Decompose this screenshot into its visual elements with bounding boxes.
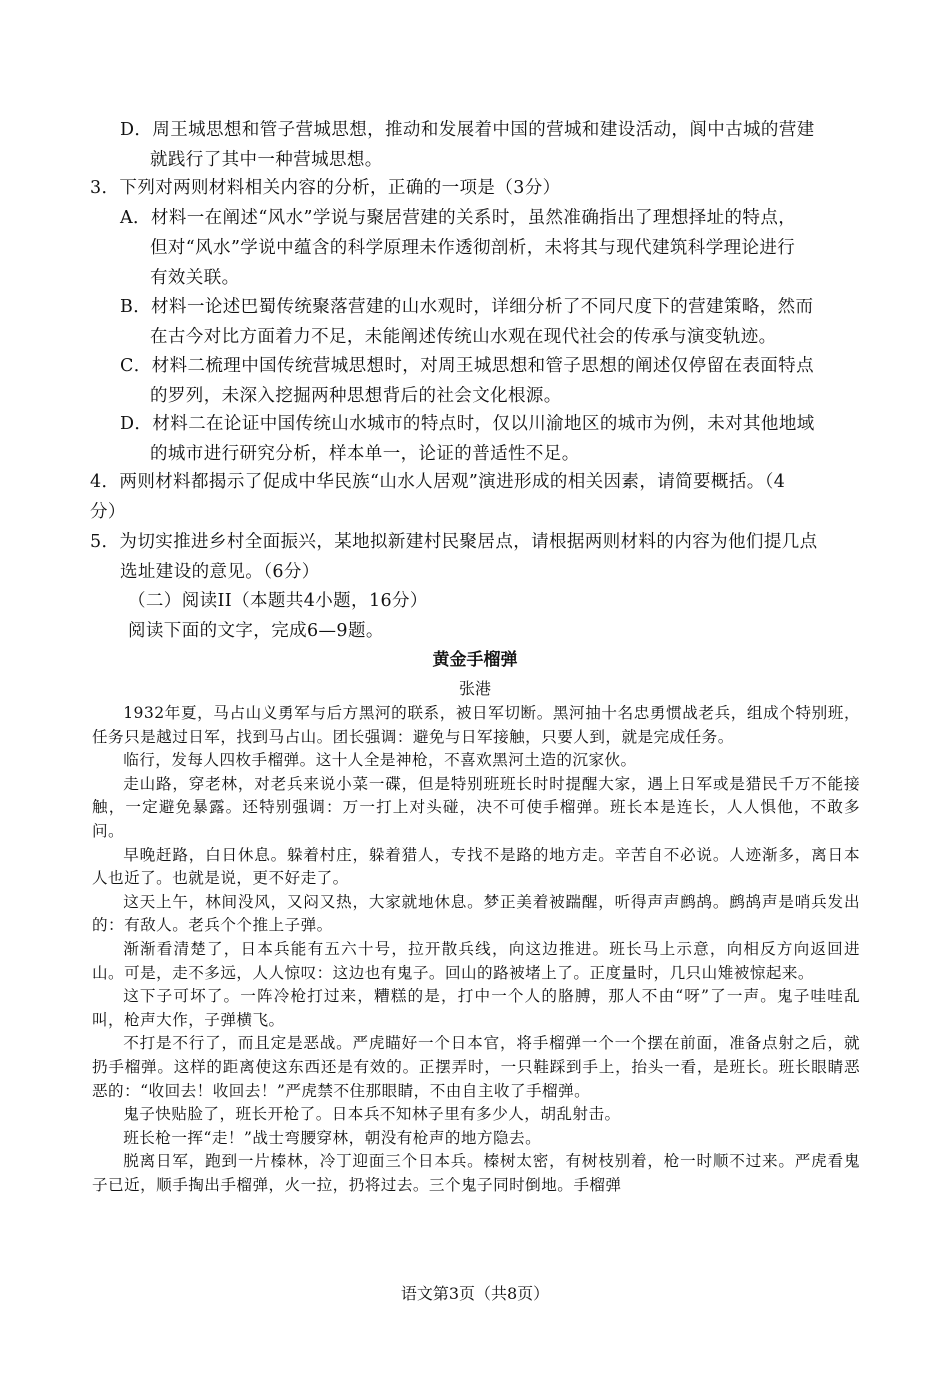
story-paragraph: 走山路，穿老林，对老兵来说小菜一碟，但是特别班班长时时提醒大家，遇上日军或是猎民千万不能接触，一定避免暴露。还特别强调：万一打上对头碰，决不可使手榴弹。班长本是连长，人人惧他，不敢多问。 [92, 774, 860, 840]
q3-option-a [120, 203, 860, 293]
q3-option-a-line2: 但对“风水”学说中蕴含的科学原理未作透彻剖析，未将其与现代建筑科学理论进行 [150, 238, 796, 258]
q4-line1: 4．两则材料都揭示了促成中华民族“山水人居观”演进形成的相关因素，请简要概括。（4 [90, 472, 786, 492]
story-body [92, 702, 860, 1197]
q3-option-a-line1: A．材料一在阐述“风水”学说与聚居营建的关系时，虽然准确指出了理想择址的特点， [120, 208, 797, 228]
section2-instruction: 阅读下面的文字，完成6—9题。 [128, 621, 384, 641]
q2-option-d-line2: 就践行了其中一种营城思想。 [150, 150, 383, 170]
story-paragraph: 1932年夏，马占山义勇军与后方黑河的联系，被日军切断。黑河抽十名忠勇惯战老兵，组成个特别班，任务只是越过日军，找到马占山。团长强调：避免与日军接触，只要人到，就是完成任务。 [92, 704, 860, 746]
q3-option-d-line1: D．材料二在论证中国传统山水城市的特点时，仅以川渝地区的城市为例，未对其他地域 [120, 414, 815, 434]
story-paragraph: 班长枪一挥“走！”战士弯腰穿林，朝没有枪声的地方隐去。 [123, 1128, 542, 1147]
q3-stem: 3．下列对两则材料相关内容的分析，正确的一项是（3分） [90, 178, 561, 198]
story-paragraph: 临行，发每人四枚手榴弹。这十人全是神枪，不喜欢黑河土造的沉家伙。 [123, 751, 637, 770]
story-paragraph: 渐渐看清楚了，日本兵能有五六十号，拉开散兵线，向这边推进。班长马上示意，向相反方向返回进山。可是，走不多远，人人惊叹：这边也有鬼子。回山的路被堵上了。正度量时，几只山雉被惊起来。 [92, 939, 860, 982]
q3-option-b-line1: B．材料一论述巴蜀传统聚落营建的山水观时，详细分析了不同尺度下的营建策略，然而 [120, 297, 814, 317]
section2-heading: （二）阅读II（本题共4小题，16分） [128, 591, 428, 611]
story-paragraph: 这天上午，林间没风，又闷又热，大家就地休息。梦正美着被踹醒，听得声声鹧鸪。鹧鸪声是哨兵发出的：有敌人。老兵个个推上子弹。 [92, 892, 860, 935]
q3-option-c [120, 351, 860, 411]
q4 [90, 467, 860, 527]
story-paragraph: 这下子可坏了。一阵冷枪打过来，糟糕的是，打中一个人的胳膊，那人不由“呀”了一声。鬼子哇哇乱叫，枪声大作，子弹横飞。 [92, 987, 860, 1029]
q4-line2: 分） [90, 502, 126, 522]
story-paragraph: 早晚赶路，白日休息。躲着村庄，躲着猎人，专找不是路的地方走。辛苦自不必说。人迹渐多，离日本人也近了。也就是说，更不好走了。 [92, 845, 860, 888]
q5-line1: 5．为切实推进乡村全面振兴，某地拟新建村民聚居点，请根据两则材料的内容为他们提几点 [90, 532, 818, 552]
q2-option-d-line1: D．周王城思想和管子营城思想，推动和发展着中国的营城和建设活动，阆中古城的营建 [120, 120, 815, 140]
q5 [90, 527, 860, 587]
q3-option-d [120, 409, 860, 469]
q5-line2: 选址建设的意见。（6分） [120, 562, 320, 582]
q3-option-b [120, 292, 860, 352]
q3-option-a-line3: 有效关联。 [150, 268, 240, 288]
q3-option-c-line2: 的罗列，未深入挖掘两种思想背后的社会文化根源。 [150, 386, 562, 406]
page-footer: 语文第3页（共8页） [400, 1284, 550, 1303]
q3-option-c-line1: C．材料二梳理中国传统营城思想时，对周王城思想和管子思想的阐述仅停留在表面特点 [120, 356, 814, 376]
q3-option-b-line2: 在古今对比方面着力不足，未能阐述传统山水观在现代社会的传承与演变轨迹。 [150, 327, 777, 347]
story-title: 黄金手榴弹 [432, 650, 518, 670]
story-paragraph: 脱离日军，跑到一片榛林，冷丁迎面三个日本兵。榛树太密，有树枝别着，枪一时顺不过来。严虎看鬼子已近，顺手掏出手榴弹，火一拉，扔将过去。三个鬼子同时倒地。手榴弹 [92, 1152, 860, 1194]
q3-option-d-line2: 的城市进行研究分析，样本单一，论证的普适性不足。 [150, 444, 580, 464]
q2-option-d [120, 115, 860, 175]
story-paragraph: 不打是不行了，而且定是恶战。严虎瞄好一个日本官，将手榴弹一个一个摆在前面，准备点射之后，就扔手榴弹。这样的距离使这东西还是有效的。正摆弄时，一只鞋踩到手上，抬头一看，是班长。班长眼睛恶恶的：“收回去！收回去！”严虎禁不住那眼睛，不由自主收了手榴弹。 [92, 1034, 860, 1100]
story-paragraph: 鬼子快贴脸了，班长开枪了。日本兵不知林子里有多少人，胡乱射击。 [123, 1105, 621, 1124]
story-author: 张港 [458, 679, 491, 698]
